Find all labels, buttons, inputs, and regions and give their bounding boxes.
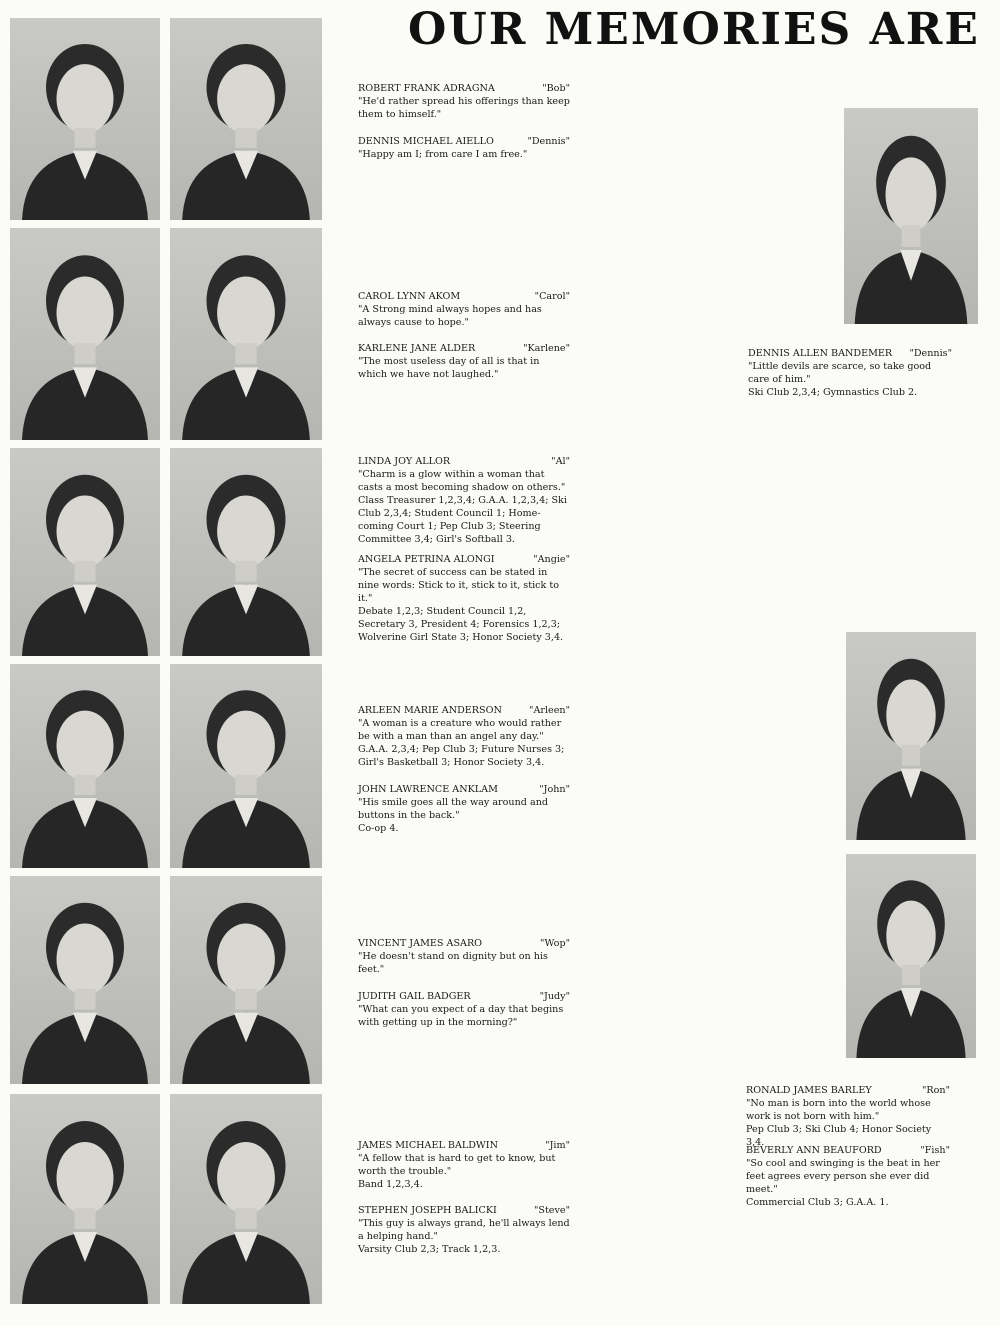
student-name: KARLENE JANE ALDER	[358, 343, 476, 354]
student-name: STEPHEN JOSEPH BALICKI	[358, 1205, 497, 1216]
student-name: ROBERT FRANK ADRAGNA	[358, 83, 495, 94]
senior-entry	[358, 1204, 570, 1256]
portrait-photo-anklam	[170, 664, 322, 868]
student-quote: "He'd rather spread his offerings than keep them to himself."	[358, 96, 570, 120]
student-nickname: "Angie"	[533, 554, 570, 565]
student-quote: "So cool and swinging is the beat in her feet agrees every person she ever did meet."	[746, 1158, 940, 1195]
student-nickname: "Karlene"	[523, 343, 570, 354]
student-activities: G.A.A. 2,3,4; Pep Club 3; Future Nurses 3; Girl's Basketball 3; Honor Society 3,4.	[358, 744, 565, 768]
portrait-photo-asaro	[10, 876, 160, 1084]
student-activities: Pep Club 3; Ski Club 4; Honor Society 3,4.	[746, 1124, 932, 1148]
student-quote: "A woman is a creature who would rather be with a man than an angel any day."	[358, 718, 562, 742]
senior-entry	[746, 1144, 950, 1209]
student-quote: "A fellow that is hard to get to know, but worth the trouble."	[358, 1153, 556, 1177]
student-quote: "His smile goes all the way around and buttons in the back."	[358, 797, 549, 821]
student-nickname: "Bob"	[542, 83, 570, 94]
portrait-photo-aiello	[170, 18, 322, 220]
student-nickname: "Dennis"	[527, 136, 570, 147]
student-quote: "Charm is a glow within a woman that casts a most becoming shadow on others."	[358, 469, 566, 493]
portrait-photo-badger	[170, 876, 322, 1084]
portrait-photo-alder	[170, 228, 322, 440]
student-nickname: "Jim"	[545, 1140, 570, 1151]
student-nickname: "Fish"	[920, 1145, 950, 1156]
student-quote: "Happy am I; from care I am free."	[358, 149, 528, 160]
senior-entry	[358, 342, 570, 381]
student-quote: "A Strong mind always hopes and has always cause to hope."	[358, 304, 542, 328]
student-quote: "What can you expect of a day that begins with getting up in the morning?"	[358, 1004, 564, 1028]
student-name: LINDA JOY ALLOR	[358, 456, 451, 467]
senior-entry	[358, 135, 570, 161]
student-quote: "This guy is always grand, he'll always lend a helping hand."	[358, 1218, 570, 1242]
student-nickname: "Wop"	[540, 938, 570, 949]
senior-entry	[358, 455, 570, 546]
student-nickname: "Ron"	[921, 1085, 950, 1096]
student-activities: Class Treasurer 1,2,3,4; G.A.A. 1,2,3,4; Ski Club 2,3,4; Student Council 1; Home-coming Court 1; Pep Club 3; Steering Committee 3,4; Girl's Softball 3.	[358, 495, 567, 545]
student-name: DENNIS ALLEN BANDEMER	[748, 348, 893, 359]
portrait-photo-alongi	[170, 448, 322, 656]
senior-entry	[358, 937, 570, 976]
student-name: DENNIS MICHAEL AIELLO	[358, 136, 494, 147]
portrait-photo-beauford	[846, 854, 976, 1058]
student-name: RONALD JAMES BARLEY	[746, 1085, 872, 1096]
student-nickname: "Dennis"	[909, 348, 952, 359]
student-nickname: "Steve"	[533, 1205, 570, 1216]
student-quote: "Little devils are scarce, so take good care of him."	[748, 361, 932, 385]
student-activities: Varsity Club 2,3; Track 1,2,3.	[358, 1244, 501, 1255]
senior-entry	[746, 1084, 950, 1149]
senior-entry	[358, 290, 570, 329]
student-name: JOHN LAWRENCE ANKLAM	[358, 784, 498, 795]
page-title: OUR MEMORIES ARE	[408, 4, 980, 55]
student-nickname: "Al"	[551, 456, 570, 467]
portrait-photo-allor	[10, 448, 160, 656]
senior-entry	[358, 553, 570, 644]
portrait-photo-anderson	[10, 664, 160, 868]
student-quote: "The secret of success can be stated in nine words: Stick to it, stick to it, stick to it."	[358, 567, 560, 604]
portrait-photo-barley	[846, 632, 976, 840]
portrait-photo-bandemer	[844, 108, 978, 324]
senior-entry	[358, 783, 570, 835]
student-name: VINCENT JAMES ASARO	[358, 938, 483, 949]
student-name: CAROL LYNN AKOM	[358, 291, 461, 302]
student-activities: Band 1,2,3,4.	[358, 1179, 423, 1190]
portrait-photo-baldwin	[10, 1094, 160, 1304]
student-quote: "The most useless day of all is that in which we have not laughed."	[358, 356, 540, 380]
senior-entry	[358, 1139, 570, 1191]
student-activities: Ski Club 2,3,4; Gymnastics Club 2.	[748, 387, 918, 398]
student-activities: Commercial Club 3; G.A.A. 1.	[746, 1197, 889, 1208]
student-quote: "He doesn't stand on dignity but on his feet."	[358, 951, 548, 975]
student-activities: Co-op 4.	[358, 823, 399, 834]
senior-entry	[748, 347, 952, 399]
student-name: ANGELA PETRINA ALONGI	[358, 554, 495, 565]
senior-entry	[358, 990, 570, 1029]
portrait-photo-akom	[10, 228, 160, 440]
portrait-photo-adragna	[10, 18, 160, 220]
student-nickname: "Carol"	[534, 291, 570, 302]
student-quote: "No man is born into the world whose work is not born with him."	[746, 1098, 931, 1122]
student-nickname: "Judy"	[539, 991, 570, 1002]
student-name: JAMES MICHAEL BALDWIN	[358, 1140, 498, 1151]
senior-entry	[358, 82, 570, 121]
student-name: ARLEEN MARIE ANDERSON	[358, 705, 502, 716]
student-nickname: "Arleen"	[529, 705, 570, 716]
student-nickname: "John"	[539, 784, 570, 795]
student-name: JUDITH GAIL BADGER	[358, 991, 471, 1002]
student-activities: Debate 1,2,3; Student Council 1,2, Secretary 3, President 4; Forensics 1,2,3; Wolverine Girl State 3; Honor Society 3,4.	[358, 606, 564, 643]
senior-entry	[358, 704, 570, 769]
portrait-photo-balicki	[170, 1094, 322, 1304]
student-name: BEVERLY ANN BEAUFORD	[746, 1145, 882, 1156]
